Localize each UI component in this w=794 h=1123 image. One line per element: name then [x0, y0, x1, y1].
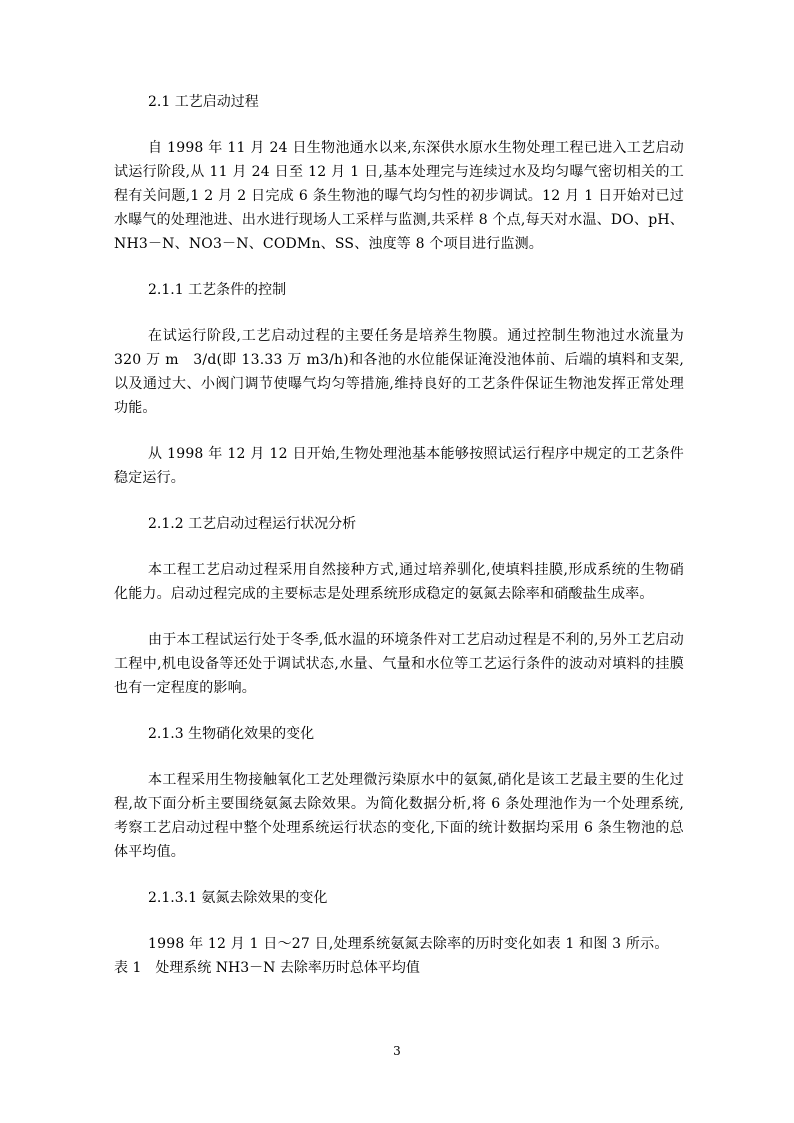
table-caption: 表 1 处理系统 NH3－N 去除率历时总体平均值 [114, 960, 420, 976]
paragraph-2-1-1-a: 在试运行阶段,工艺启动过程的主要任务是培养生物膜。通过控制生物池过水流量为 320 万 m 3/d(即 13.33 万 m3/h)和各池的水位能保证淹没池体前、后端的填料和支架,以及通过大、小阀门调节使曝气均匀等措施,维持良好的工艺条件保证生物池发挥正常处理功能。 [114, 328, 684, 416]
page-content [114, 90, 684, 980]
section-heading-2-1-3: 2.1.3 生物硝化效果的变化 [148, 726, 315, 742]
paragraph-2-1-intro: 自 1998 年 11 月 24 日生物池通水以来,东深供水原水生物处理工程已进入工艺启动试运行阶段,从 11 月 24 日至 12 月 1 日,基本处理完与连续过水及均匀曝气密切相关的工程有关问题,1 2 月 2 日完成 6 条生物池的曝气均匀性的初步调试。12 月 1 日开始对已过水曝气的处理池进、出水进行现场人工采样与监测,共采样 8 个点,每天对水温、DO、pH、NH3－N、NO3－N、CODMn、SS、浊度等 8 个项目进行监测。 [114, 140, 684, 252]
paragraph-2-1-2-a: 本工程工艺启动过程采用自然接种方式,通过培养驯化,使填料挂膜,形成系统的生物硝化能力。启动过程完成的主要标志是处理系统形成稳定的氨氮去除率和硝酸盐生成率。 [114, 562, 684, 602]
paragraph-2-1-1-b: 从 1998 年 12 月 12 日开始,生物处理池基本能够按照试运行程序中规定的工艺条件稳定运行。 [114, 446, 684, 486]
section-heading-2-1-2: 2.1.2 工艺启动过程运行状况分析 [148, 516, 357, 532]
paragraph-2-1-2-b: 由于本工程试运行处于冬季,低水温的环境条件对工艺启动过程是不利的,另外工艺启动工程中,机电设备等还处于调试状态,水量、气量和水位等工艺运行条件的波动对填料的挂膜也有一定程度的影响。 [114, 632, 684, 696]
section-heading-2-1-1: 2.1.1 工艺条件的控制 [148, 282, 287, 298]
section-heading-2-1-3-1: 2.1.3.1 氨氮去除效果的变化 [148, 890, 328, 906]
paragraph-2-1-3-1: 1998 年 12 月 1 日～27 日,处理系统氨氮去除率的历时变化如表 1 和图 3 所示。 [148, 936, 669, 952]
page-number: 3 [393, 1044, 401, 1058]
section-heading-2-1: 2.1 工艺启动过程 [148, 94, 259, 110]
paragraph-2-1-3: 本工程采用生物接触氧化工艺处理微污染原水中的氨氮,硝化是该工艺最主要的生化过程,故下面分析主要围绕氨氮去除效果。为简化数据分析,将 6 条处理池作为一个处理系统,考察工艺启动过程中整个处理系统运行状态的变化,下面的统计数据均采用 6 条生物池的总体平均值。 [114, 772, 684, 860]
